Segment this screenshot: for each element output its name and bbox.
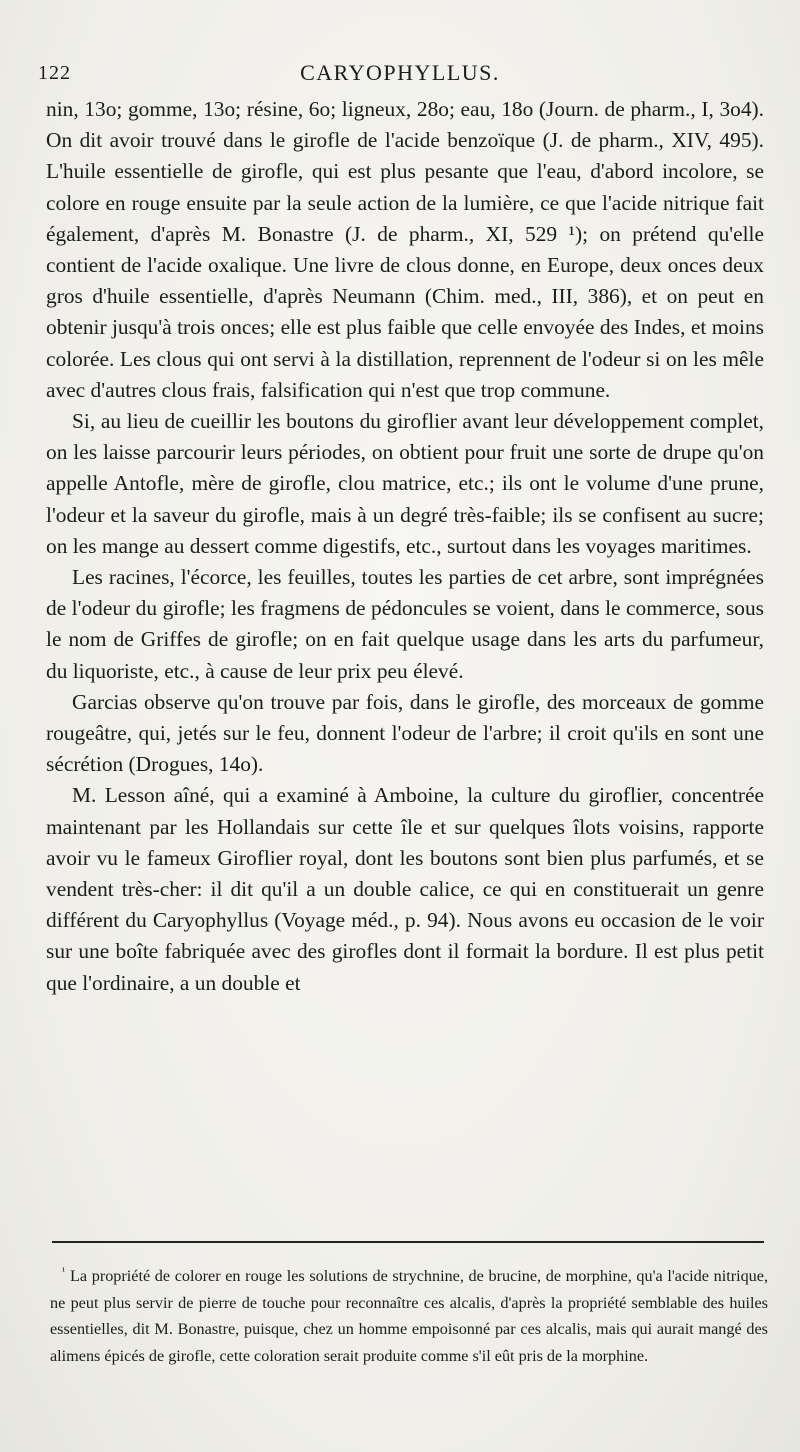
page-header — [38, 56, 762, 92]
paragraph-1: nin, 13o; gomme, 13o; résine, 6o; ligneux, 28o; eau, 18o (Journ. de pharm., I, 3o4). On dit avoir trouvé dans le girofle de l'acide benzoïque (J. de pharm., XIV, 495). L'huile essentielle de girofle, qui est plus pesante que l'eau, d'abord incolore, se colore en rouge ensuite par la seule action de la lumière, ce que l'acide nitrique fait également, d'après M. Bonastre (J. de pharm., XI, 529 ¹); on prétend qu'elle contient de l'acide oxalique. Une livre de clous donne, en Europe, deux onces deux gros d'huile essentielle, d'après Neumann (Chim. med., III, 386), et on peut en obtenir jusqu'à trois onces; elle est plus faible que celle envoyée des Indes, et moins colorée. Les clous qui ont servi à la distillation, reprennent de l'odeur si on les mêle avec d'autres clous frais, falsification qui n'est que trop commune. — [46, 97, 764, 402]
running-title: CARYOPHYLLUS. — [300, 60, 500, 85]
footnote-text: La propriété de colorer en rouge les solutions de strychnine, de brucine, de morphine, qu'a l'acide nitrique, ne peut plus servir de pierre de touche pour reconnaître ces alcalis, d'après la propriété semblable des huiles essentielles, dit M. Bonastre, puisque, chez un homme empoisonné par ces alcalis, mais qui aurait mangé des alimens épicés de girofle, cette coloration serait produite comme s'il eût pris de la morphine. — [50, 1267, 768, 1365]
paragraph-4: Garcias observe qu'on trouve par fois, dans le girofle, des morceaux de gomme rougeâtre, qui, jetés sur le feu, donnent l'odeur de l'arbre; il croit qu'ils en sont une sécrétion (Drogues, 14o). — [46, 689, 764, 777]
footnote-divider — [52, 1241, 764, 1243]
paragraph-2: Si, au lieu de cueillir les boutons du giroflier avant leur développement complet, on les laisse parcourir leurs périodes, on obtient pour fruit une sorte de drupe qu'on appelle Antofle, mère de girofle, clou matrice, etc.; ils ont le volume d'une prune, l'odeur et la saveur du girofle, mais à un degré très-faible; ils se confisent au sucre; on les mange au dessert comme digestifs, etc., surtout dans les voyages maritimes. — [46, 409, 764, 558]
page-number: 122 — [38, 62, 71, 84]
paragraph-5: M. Lesson aîné, qui a examiné à Amboine, la culture du giroflier, concentrée maintenant par les Hollandais sur cette île et sur quelques îlots voisins, rapporte avoir vu le fameux Giroflier royal, dont les boutons sont bien plus parfumés, et se vendent très-cher: il dit qu'il a un double calice, ce qui en constituerait un genre différent du Caryophyllus (Voyage méd., p. 94). Nous avons eu occasion de le voir sur une boîte fabriquée avec des girofles dont il formait la bordure. Il est plus petit que l'ordinaire, a un double et — [46, 783, 764, 995]
footnote-marker: ¹ — [62, 1265, 66, 1278]
paragraph-3: Les racines, l'écorce, les feuilles, toutes les parties de cet arbre, sont imprégnées de l'odeur du girofle; les fragmens de pédoncules se voient, dans le commerce, sous le nom de Griffes de girofle; on en fait quelque usage dans les arts du parfumeur, du liquoriste, etc., à cause de leur prix peu élevé. — [46, 565, 764, 683]
footnote — [50, 1263, 768, 1369]
body-text — [46, 94, 764, 999]
